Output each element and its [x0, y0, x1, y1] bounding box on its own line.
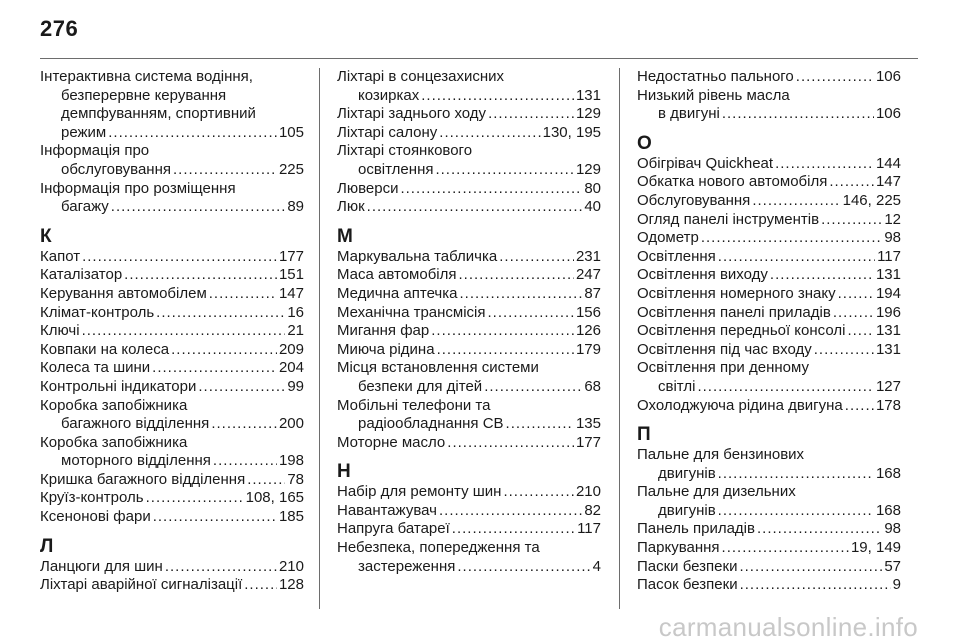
index-entry-page: 105 [278, 123, 304, 141]
index-entry-page: 194 [875, 284, 901, 302]
dot-leader [211, 415, 277, 434]
index-entry-term: Одометр [637, 229, 699, 247]
index-entry-term: Огляд панелі інструментів [637, 210, 820, 228]
dot-leader [718, 465, 874, 484]
index-entry-term: Набір для ремонту шин [337, 483, 502, 501]
dot-leader [82, 248, 277, 267]
dot-leader [484, 378, 582, 397]
dot-leader [108, 124, 277, 143]
index-entry-page: 117 [577, 520, 601, 538]
index-entry [40, 285, 304, 304]
column-divider-1 [319, 68, 320, 609]
index-entry [40, 558, 304, 577]
index-entry-page: 168 [875, 501, 901, 519]
index-entry-text: безперервне керування [61, 86, 227, 104]
index-entry-page: 185 [278, 508, 304, 526]
index-entry-page: 146, 225 [842, 191, 901, 209]
index-entry-page: 147 [875, 173, 901, 191]
index-entry-page: 178 [875, 396, 901, 414]
index-entry-term: Ключі [40, 322, 80, 340]
dot-leader [845, 397, 874, 416]
index-entry-term: Напруга батареї [337, 520, 450, 538]
dot-leader [752, 192, 840, 211]
index-column-1 [40, 68, 304, 595]
dot-leader [437, 341, 574, 360]
dot-leader [740, 576, 891, 595]
index-entry-page: 204 [278, 359, 304, 377]
index-entry [40, 508, 304, 527]
index-entry-page: 78 [287, 470, 304, 488]
index-entry-term: Ковпаки на колеса [40, 340, 170, 358]
index-entry [40, 576, 304, 595]
index-entry [337, 124, 601, 143]
index-entry-text: Місця встановлення системи [337, 359, 539, 377]
index-entry-term: світлі [658, 377, 696, 395]
index-entry-term: застереження [358, 557, 456, 575]
index-entry-term: Ліхтарі заднього ходу [337, 105, 487, 123]
index-entry [40, 304, 304, 323]
index-entry-term: двигунів [658, 501, 716, 519]
dot-leader [503, 483, 574, 502]
index-entry-page: 129 [575, 105, 601, 123]
index-entry-page: 106 [875, 105, 901, 123]
index-entry [337, 322, 601, 341]
index-entry-term: Колеса та шини [40, 359, 151, 377]
index-entry-page: 151 [278, 266, 304, 284]
index-entry [637, 397, 901, 416]
dot-leader [198, 378, 285, 397]
index-letter-heading: М [337, 225, 353, 247]
index-entry [637, 266, 901, 285]
index-entry-term: Ліхтарі аварійної сигналізації [40, 576, 243, 594]
index-entry-term: Освітлення номерного знаку [637, 284, 836, 302]
index-entry-page: 198 [278, 452, 304, 470]
index-entry-page: 177 [278, 247, 304, 265]
dot-leader [435, 161, 574, 180]
index-entry [637, 576, 901, 595]
dot-leader [124, 266, 277, 285]
dot-leader [821, 211, 882, 230]
index-entry-page: 117 [877, 247, 901, 265]
index-entry-page: 196 [875, 303, 901, 321]
dot-leader [722, 539, 849, 558]
index-entry-page: 80 [584, 179, 601, 197]
index-entry [40, 359, 304, 378]
index-entry [337, 285, 601, 304]
index-entry [40, 142, 304, 179]
index-entry-term: Маса автомобіля [337, 266, 457, 284]
dot-leader [457, 558, 590, 577]
index-entry [637, 87, 901, 124]
index-entry-page: 40 [584, 198, 601, 216]
index-entry-text: Освітлення при денному [637, 359, 809, 377]
index-entry [637, 359, 901, 396]
index-entry [40, 397, 304, 434]
index-entry [637, 285, 901, 304]
index-entry-term: радіообладнання СВ [358, 415, 504, 433]
index-entry-page: 131 [875, 340, 901, 358]
watermark: carmanualsonline.info [658, 612, 918, 642]
index-entry-page: 89 [287, 198, 304, 216]
page-number: 276 [40, 16, 79, 41]
index-entry-term: Освітлення під час входу [637, 340, 812, 358]
dot-leader [400, 180, 582, 199]
index-entry-page: 209 [278, 340, 304, 358]
dot-leader [697, 378, 874, 397]
index-entry-page: 12 [884, 210, 901, 228]
index-entry-page: 131 [575, 86, 601, 104]
dot-leader [439, 502, 582, 521]
index-entry-term: Освітлення [637, 247, 716, 265]
index-entry-page: 156 [575, 303, 601, 321]
index-entry [637, 558, 901, 577]
header-rule [40, 58, 918, 59]
dot-leader [153, 508, 277, 527]
index-entry-text: Інформація про розміщення [40, 179, 236, 197]
dot-leader [459, 285, 582, 304]
index-entry-term: Контрольні індикатори [40, 377, 197, 395]
dot-leader [506, 415, 574, 434]
index-letter-heading: Н [337, 461, 351, 483]
index-entry [637, 483, 901, 520]
index-entry-page: 57 [884, 557, 901, 575]
index-entry-page: 200 [278, 415, 304, 433]
index-entry-text: Коробка запобіжника [40, 433, 188, 451]
index-entry-term: Обкатка нового автомобіля [637, 173, 828, 191]
index-entry [637, 68, 901, 87]
index-entry-page: 177 [575, 433, 601, 451]
index-column-2 [337, 68, 601, 576]
index-entry [40, 322, 304, 341]
dot-leader [452, 520, 575, 539]
index-entry-page: 128 [278, 576, 304, 594]
index-entry-term: Ланцюги для шин [40, 557, 163, 575]
dot-leader [171, 341, 277, 360]
index-entry [637, 520, 901, 539]
index-entry-term: в двигуні [658, 105, 720, 123]
index-entry-term: Навантажувач [337, 501, 437, 519]
index-entry-term: Клімат-контроль [40, 303, 155, 321]
index-entry-term: Ліхтарі салону [337, 123, 438, 141]
index-entry-term: безпеки для дітей [358, 377, 483, 395]
index-entry-term: Паски безпеки [637, 557, 738, 575]
index-entry [337, 502, 601, 521]
index-entry [637, 229, 901, 248]
index-entry-page: 9 [892, 576, 901, 594]
index-letter-heading: П [637, 424, 651, 446]
index-entry [637, 211, 901, 230]
index-entry-page: 210 [575, 483, 601, 501]
index-entry [40, 471, 304, 490]
dot-leader [439, 124, 540, 143]
index-entry [337, 434, 601, 453]
column-divider-2 [619, 68, 620, 609]
index-entry-term: Освітлення виходу [637, 266, 768, 284]
index-entry-term: Охолоджуюча рідина двигуна [637, 396, 843, 414]
index-entry-term: Освітлення передньої консолі [637, 322, 846, 340]
dot-leader [173, 161, 277, 180]
dot-leader [814, 341, 874, 360]
index-entry [40, 180, 304, 217]
index-entry [337, 248, 601, 267]
index-entry [337, 359, 601, 396]
index-entry-page: 87 [584, 284, 601, 302]
dot-leader [447, 434, 574, 453]
index-entry-term: моторного відділення [61, 452, 211, 470]
index-entry [337, 198, 601, 217]
index-entry-page: 106 [875, 68, 901, 85]
dot-leader [718, 248, 875, 267]
index-entry [637, 446, 901, 483]
index-entry-text: Інформація про [40, 142, 150, 160]
index-entry-page: 16 [287, 303, 304, 321]
index-entry-term: обслуговування [61, 160, 171, 178]
index-entry-term: двигунів [658, 464, 716, 482]
index-entry-term: Обслуговування [637, 191, 751, 209]
index-entry [40, 266, 304, 285]
index-entry [337, 304, 601, 323]
index-entry-term: Обігрівач Quickheat [637, 154, 774, 172]
index-entry-term: Паркування [637, 539, 720, 557]
index-entry-page: 131 [875, 322, 901, 340]
index-entry-term: Люверси [337, 179, 399, 197]
index-entry-page: 21 [287, 322, 304, 340]
dot-leader [796, 68, 874, 87]
dot-leader [488, 105, 574, 124]
index-entry-text: Пальне для бензинових [637, 446, 805, 464]
index-entry-term: Освітлення панелі приладів [637, 303, 831, 321]
index-entry-page: 19, 149 [850, 539, 901, 557]
index-entry [40, 378, 304, 397]
index-entry-term: Механічна трансмісія [337, 303, 486, 321]
index-entry-term: Ксенонові фари [40, 508, 151, 526]
index-entry [637, 304, 901, 323]
index-entry-text: Коробка запобіжника [40, 396, 188, 414]
index-entry-term: козирках [358, 86, 420, 104]
dot-leader [847, 322, 874, 341]
index-entry-term: Круїз-контроль [40, 489, 144, 507]
dot-leader [156, 304, 285, 323]
index-entry-page: 144 [875, 154, 901, 172]
index-entry [337, 397, 601, 434]
index-entry [40, 248, 304, 267]
index-entry [337, 142, 601, 179]
index-entry-page: 126 [575, 322, 601, 340]
index-entry-page: 129 [575, 160, 601, 178]
dot-leader [829, 173, 874, 192]
index-entry-text: Низький рівень масла [637, 86, 790, 104]
index-entry-page: 99 [287, 377, 304, 395]
dot-leader [111, 198, 286, 217]
index-letter-heading: О [637, 132, 652, 154]
index-entry [337, 105, 601, 124]
index-entry-page: 247 [575, 266, 601, 284]
index-entry-page: 135 [575, 415, 601, 433]
index-entry-term: Капот [40, 247, 81, 265]
index-entry-text: Інтерактивна система водіння, [40, 68, 253, 85]
index-entry [337, 520, 601, 539]
index-entry-term: освітлення [358, 160, 434, 178]
index-entry-text: Мобільні телефони та [337, 396, 491, 414]
dot-leader [770, 266, 874, 285]
index-entry-page: 130, 195 [542, 123, 601, 141]
dot-leader [244, 576, 277, 595]
index-entry-page: 147 [278, 284, 304, 302]
index-entry-term: Мигання фар [337, 322, 430, 340]
index-entry [637, 539, 901, 558]
index-entry-term: Миюча рідина [337, 340, 435, 358]
index-entry-term: Кришка багажного відділення [40, 470, 246, 488]
index-entry [637, 192, 901, 211]
index-entry-term: багажного відділення [61, 415, 210, 433]
index-entry-term: Маркувальна табличка [337, 247, 498, 265]
index-letter-heading: К [40, 225, 52, 247]
index-entry [637, 155, 901, 174]
index-entry-term: Медична аптечка [337, 284, 458, 302]
index-entry [40, 489, 304, 508]
index-entry [637, 322, 901, 341]
index-letter-heading: Л [40, 535, 54, 557]
index-entry-text: демпфуванням, спортивний [61, 105, 256, 123]
dot-leader [757, 520, 882, 539]
index-entry-term: режим [61, 123, 107, 141]
index-entry [337, 180, 601, 199]
index-entry-page: 231 [575, 247, 601, 265]
dot-leader [499, 248, 574, 267]
index-entry [337, 68, 601, 105]
index-entry-term: Пасок безпеки [637, 576, 738, 594]
index-entry-text: Ліхтарі стоянкового [337, 142, 473, 160]
index-entry-term: Моторне масло [337, 433, 446, 451]
index-entry [337, 266, 601, 285]
dot-leader [838, 285, 874, 304]
index-entry [337, 539, 601, 576]
index-column-3 [637, 68, 901, 595]
dot-leader [247, 471, 285, 490]
index-entry-page: 98 [884, 520, 901, 538]
dot-leader [152, 359, 277, 378]
dot-leader [146, 489, 244, 508]
index-entry-page: 98 [884, 229, 901, 247]
index-entry [337, 341, 601, 360]
dot-leader [718, 502, 874, 521]
index-entry [40, 434, 304, 471]
index-entry-page: 4 [592, 557, 601, 575]
index-entry-term: Керування автомобілем [40, 284, 207, 302]
dot-leader [488, 304, 574, 323]
index-entry-term: багажу [61, 198, 109, 216]
dot-leader [209, 285, 277, 304]
dot-leader [431, 322, 574, 341]
index-entry [337, 483, 601, 502]
index-entry-term: Недостатньо пального [637, 68, 794, 85]
index-entry [637, 248, 901, 267]
index-entry-text: Небезпека, попередження та [337, 539, 540, 557]
index-entry-text: Ліхтарі в сонцезахисних [337, 68, 505, 85]
index-entry-term: Панель приладів [637, 520, 755, 538]
index-entry-term: Люк [337, 198, 365, 216]
index-entry-page: 68 [584, 377, 601, 395]
index-entry-page: 108, 165 [245, 489, 304, 507]
index-entry-text: Пальне для дизельних [637, 483, 796, 501]
dot-leader [165, 558, 277, 577]
index-entry-page: 210 [278, 557, 304, 575]
index-entry-page: 82 [584, 501, 601, 519]
index-entry [637, 173, 901, 192]
dot-leader [722, 105, 874, 124]
index-entry [637, 341, 901, 360]
index-entry [40, 68, 304, 142]
index-entry-term: Каталізатор [40, 266, 123, 284]
dot-leader [833, 304, 874, 323]
dot-leader [701, 229, 883, 248]
index-entry-page: 168 [875, 464, 901, 482]
index-entry-page: 127 [875, 377, 901, 395]
dot-leader [775, 155, 874, 174]
index-entry [40, 341, 304, 360]
dot-leader [421, 87, 574, 106]
dot-leader [367, 198, 583, 217]
dot-leader [459, 266, 574, 285]
index-entry-page: 225 [278, 160, 304, 178]
dot-leader [82, 322, 286, 341]
index-entry-page: 131 [875, 266, 901, 284]
dot-leader [213, 452, 277, 471]
dot-leader [739, 558, 882, 577]
index-entry-page: 179 [575, 340, 601, 358]
